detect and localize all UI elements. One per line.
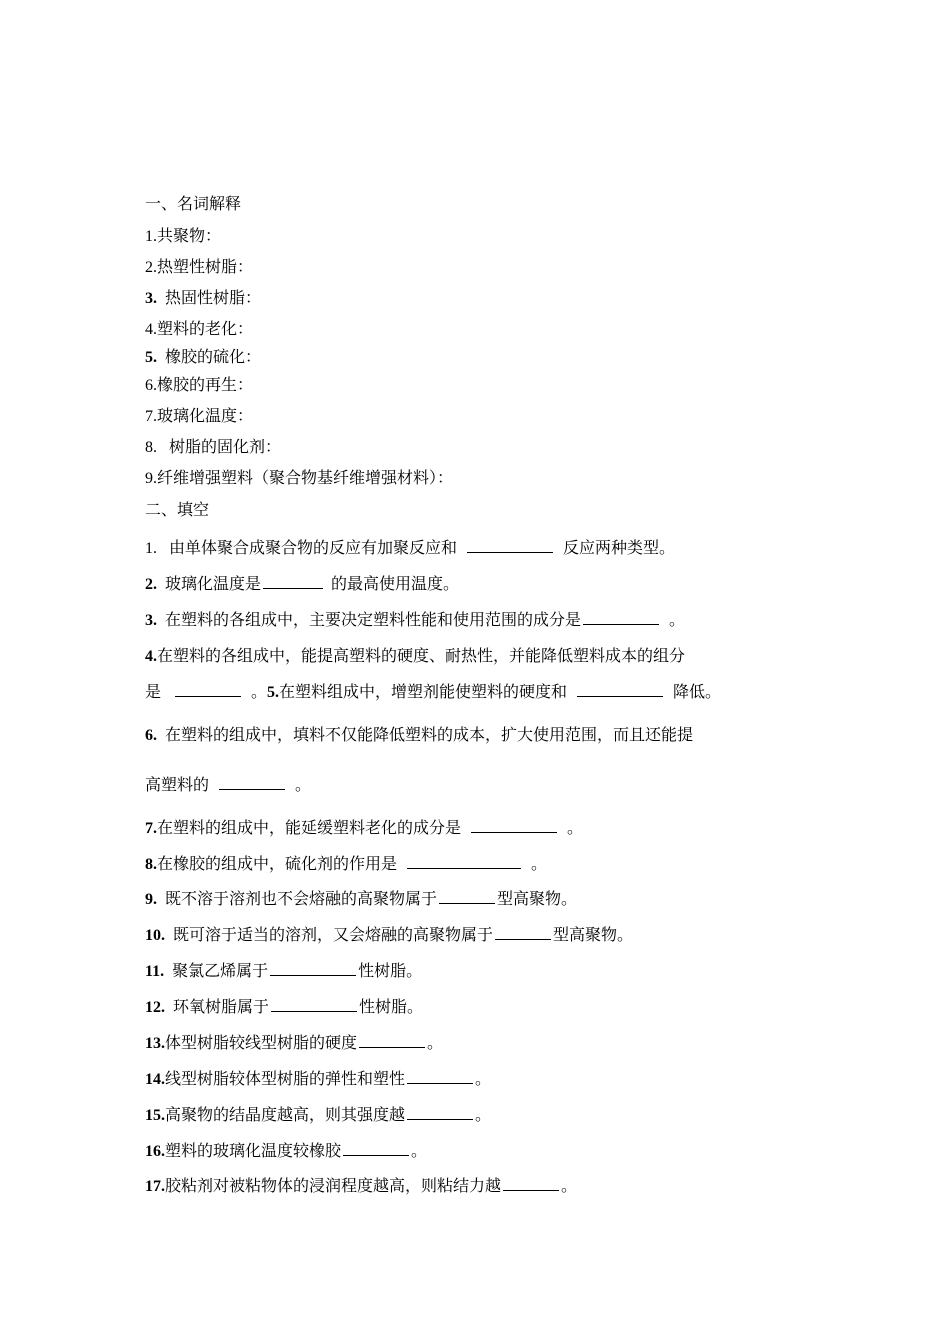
answer-blank[interactable] bbox=[503, 1174, 559, 1191]
term-item: 8. 树脂的固化剂： bbox=[145, 437, 282, 456]
fill-question-3: 3. 在塑料的各组成中，主要决定塑料性能和使用范围的成分是 。 bbox=[145, 610, 686, 629]
answer-blank[interactable] bbox=[583, 608, 659, 625]
answer-blank[interactable] bbox=[407, 1067, 473, 1084]
section2-title: 二、填空 bbox=[145, 500, 210, 519]
answer-blank[interactable] bbox=[175, 680, 241, 697]
term-item: 4.塑料的老化： bbox=[145, 319, 254, 338]
fill-question-9: 9. 既不溶于溶剂也不会熔融的高聚物属于 型高聚物。 bbox=[145, 889, 578, 908]
term-item: 1.共聚物： bbox=[145, 226, 222, 245]
answer-blank[interactable] bbox=[439, 887, 495, 904]
fill-question-4-5: 是 。5.在塑料组成中，增塑剂能使塑料的硬度和 降低。 bbox=[145, 682, 722, 701]
term-item: 9.纤维增强塑料（聚合物基纤维增强材料）： bbox=[145, 468, 454, 487]
answer-blank[interactable] bbox=[577, 680, 663, 697]
answer-blank[interactable] bbox=[343, 1139, 409, 1156]
term-item: 2.热塑性树脂： bbox=[145, 257, 254, 276]
answer-blank[interactable] bbox=[270, 959, 356, 976]
fill-question-11: 11. 聚氯乙烯属于 性树脂。 bbox=[145, 961, 423, 980]
fill-question-6-cont: 高塑料的 。 bbox=[145, 775, 312, 794]
fill-question-8: 8.在橡胶的组成中，硫化剂的作用是 。 bbox=[145, 854, 548, 873]
fill-question-13: 13.体型树脂较线型树脂的硬度 。 bbox=[145, 1033, 444, 1052]
fill-question-14: 14.线型树脂较体型树脂的弹性和塑性 。 bbox=[145, 1069, 492, 1088]
fill-question-16: 16.塑料的玻璃化温度较橡胶 。 bbox=[145, 1141, 428, 1160]
answer-blank[interactable] bbox=[407, 852, 521, 869]
fill-question-2: 2. 玻璃化温度是 的最高使用温度。 bbox=[145, 574, 460, 593]
term-item: 5. 橡胶的硫化： bbox=[145, 347, 262, 366]
fill-question-12: 12. 环氧树脂属于 性树脂。 bbox=[145, 997, 424, 1016]
answer-blank[interactable] bbox=[263, 572, 323, 589]
answer-blank[interactable] bbox=[467, 536, 553, 553]
fill-question-1: 1. 由单体聚合成聚合物的反应有加聚反应和 反应两种类型。 bbox=[145, 538, 676, 557]
answer-blank[interactable] bbox=[471, 816, 557, 833]
answer-blank[interactable] bbox=[359, 1031, 425, 1048]
answer-blank[interactable] bbox=[271, 995, 357, 1012]
fill-question-4: 4.在塑料的各组成中，能提高塑料的硬度、耐热性，并能降低塑料成本的组分 bbox=[145, 646, 686, 665]
fill-question-6: 6. 在塑料的组成中，填料不仅能降低塑料的成本，扩大使用范围，而且还能提 bbox=[145, 725, 694, 744]
term-item: 3. 热固性树脂： bbox=[145, 288, 262, 307]
fill-question-10: 10. 既可溶于适当的溶剂，又会熔融的高聚物属于 型高聚物。 bbox=[145, 925, 634, 944]
fill-question-17: 17.胶粘剂对被粘物体的浸润程度越高，则粘结力越 。 bbox=[145, 1176, 578, 1195]
fill-question-15: 15.高聚物的结晶度越高，则其强度越 。 bbox=[145, 1105, 492, 1124]
term-item: 6.橡胶的再生： bbox=[145, 375, 254, 394]
answer-blank[interactable] bbox=[219, 773, 285, 790]
term-item: 7.玻璃化温度： bbox=[145, 406, 254, 425]
fill-question-7: 7.在塑料的组成中，能延缓塑料老化的成分是 。 bbox=[145, 818, 584, 837]
answer-blank[interactable] bbox=[407, 1103, 473, 1120]
answer-blank[interactable] bbox=[495, 923, 551, 940]
section1-title: 一、名词解释 bbox=[145, 194, 242, 213]
